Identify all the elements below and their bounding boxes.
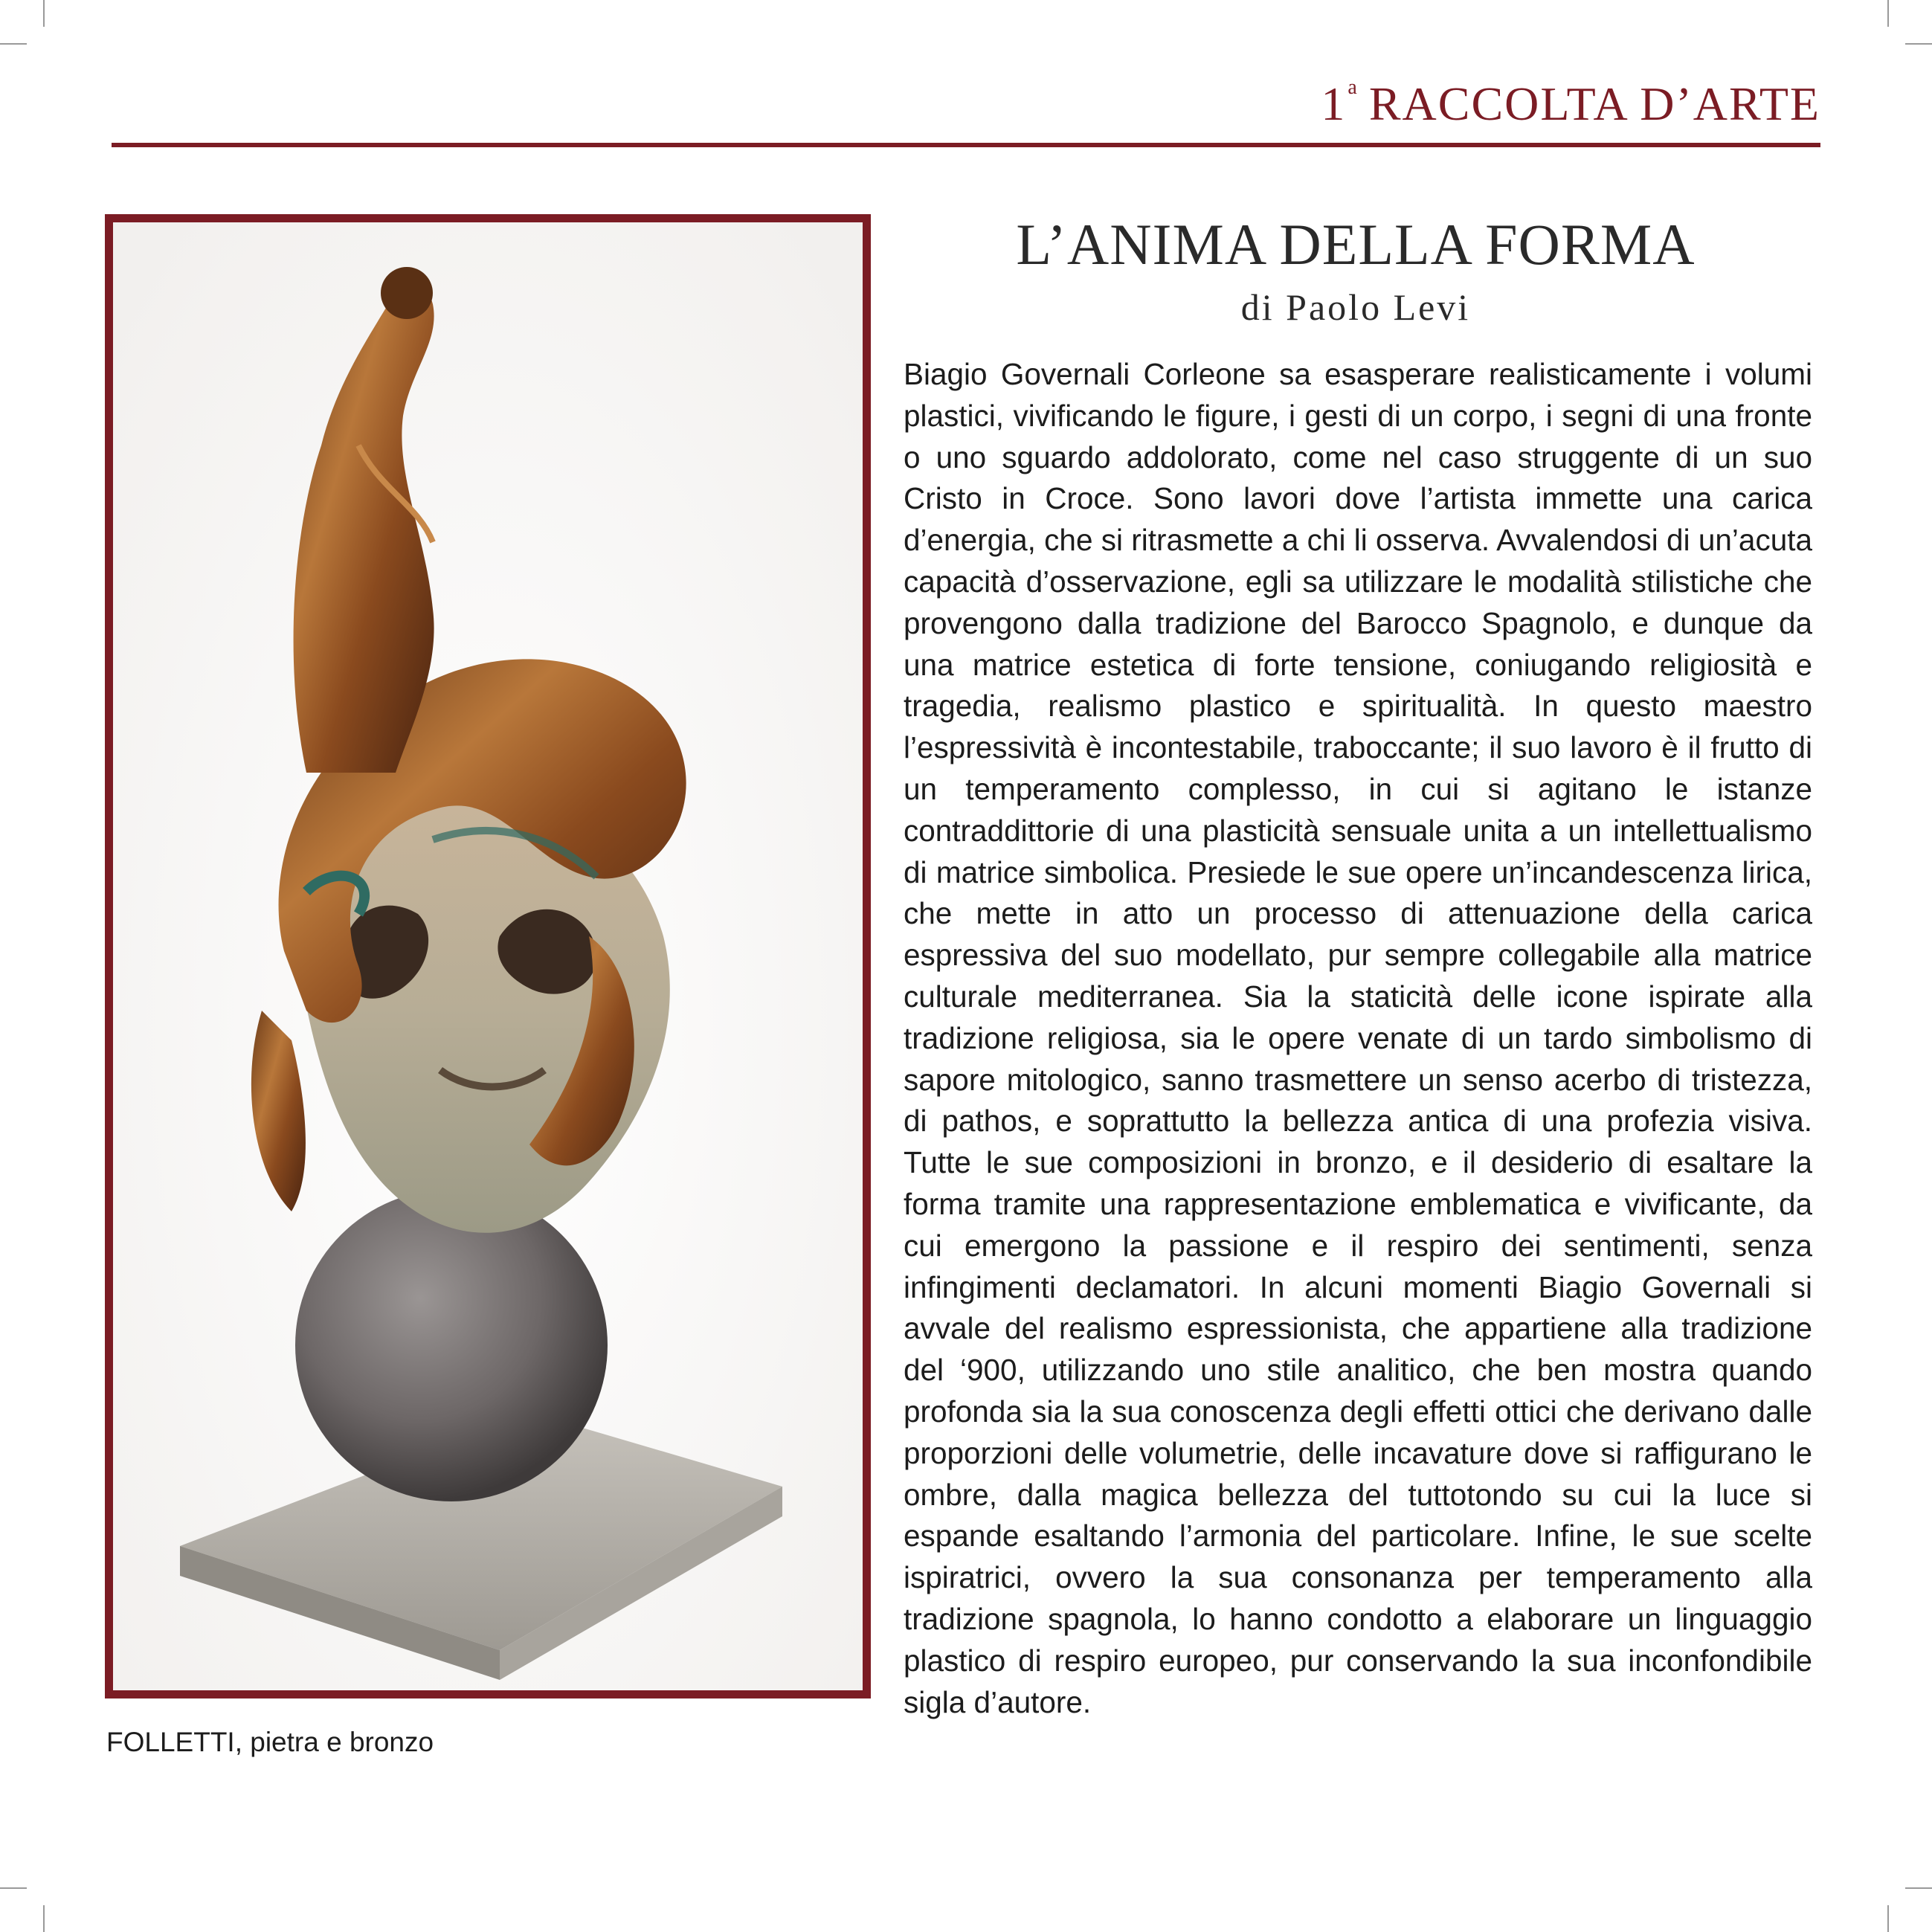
crop-mark-top-right (1887, 0, 1889, 27)
crop-mark-top-left (0, 43, 27, 45)
sculpture-photo-frame (105, 214, 871, 1698)
header-ordinal-suffix: a (1347, 76, 1359, 99)
figure-caption: FOLLETTI, pietra e bronzo (106, 1727, 434, 1757)
article-body: Biagio Governali Corleone sa esasperare realisticamente i volumi plastici, vivificando le figure, i gesti di un corpo, i segni di una fronte o uno sguardo addolorato, come nel caso struggente di un suo Cristo in Croce. Sono lavori dove l’artista immette una carica d’energia, che si ritrasmette a chi li osserva. Avvalendosi di un’acuta capacità d’osservazione, egli sa utilizzare le modalità stilistiche che provengono dalla tradizione del Barocco Spagnolo, e dunque da una matrice estetica di forte tensione, coniugando religiosità e tragedia, realismo plastico e spiritualità. In questo maestro l’espressività è incontestabile, traboccante; il suo lavoro è il frutto di un temperamento complesso, in cui si agitano le istanze contraddittorie di una plasticità sensuale unita a un intellettualismo di matrice simbolica. Presiede le sue opere un’incandescenza lirica, che mette in atto un processo di attenuazione della carica espressiva del suo modellato, pur sempre collegabile alla matrice culturale mediterranea. Sia la staticità delle icone ispirate alla tradizione religiosa, sia le opere venate di un tardo simbolismo di sapore mitologico, sanno trasmettere un senso acerbo di tristezza, di pathos, e soprattutto la bellezza antica di una profezia visiva. Tutte le sue composizioni in bronzo, e il desiderio di esaltare la forma tramite una rappresentazione emblematica e vivificante, da cui emergono la passione e il respiro dei sentimenti, senza infingimenti declamatori. In alcuni momenti Biagio Governali si avvale del realismo espressionista, che appartiene alla tradizione del ‘900, utilizzando uno stile analitico, che ben mostra quando profonda sia la sua conoscenza degli effetti ottici che derivano dalle proporzioni delle volumetrie, delle incavature dove si raffigurano le ombre, dalla magica bellezza del tuttotondo su cui la luce si espande esaltando l’armonia del particolare. Infine, le sue scelte ispiratrici, ovvero la sua consonanza per temperamento alla tradizione spagnola, lo hanno condotto a elaborare un linguaggio plastico di respiro europeo, pur conservando la sua inconfondibile sigla d’autore. (904, 357, 1812, 1719)
crop-mark-bottom-left (43, 1905, 45, 1932)
article-author: di Paolo Levi (1240, 286, 1471, 328)
crop-mark-bottom-right (1887, 1905, 1889, 1932)
crop-mark-bottom-left (0, 1887, 27, 1889)
crop-mark-bottom-right (1905, 1887, 1932, 1889)
running-header (1321, 76, 1820, 130)
sculpture-photo (113, 222, 863, 1690)
article-title: L’ANIMA DELLA FORMA (1016, 212, 1696, 277)
crop-mark-top-left (43, 0, 45, 27)
header-title: RACCOLTA D’ARTE (1368, 77, 1820, 130)
header-rule (112, 143, 1820, 147)
header-ordinal: 1 (1321, 77, 1347, 130)
crop-mark-top-right (1905, 43, 1932, 45)
